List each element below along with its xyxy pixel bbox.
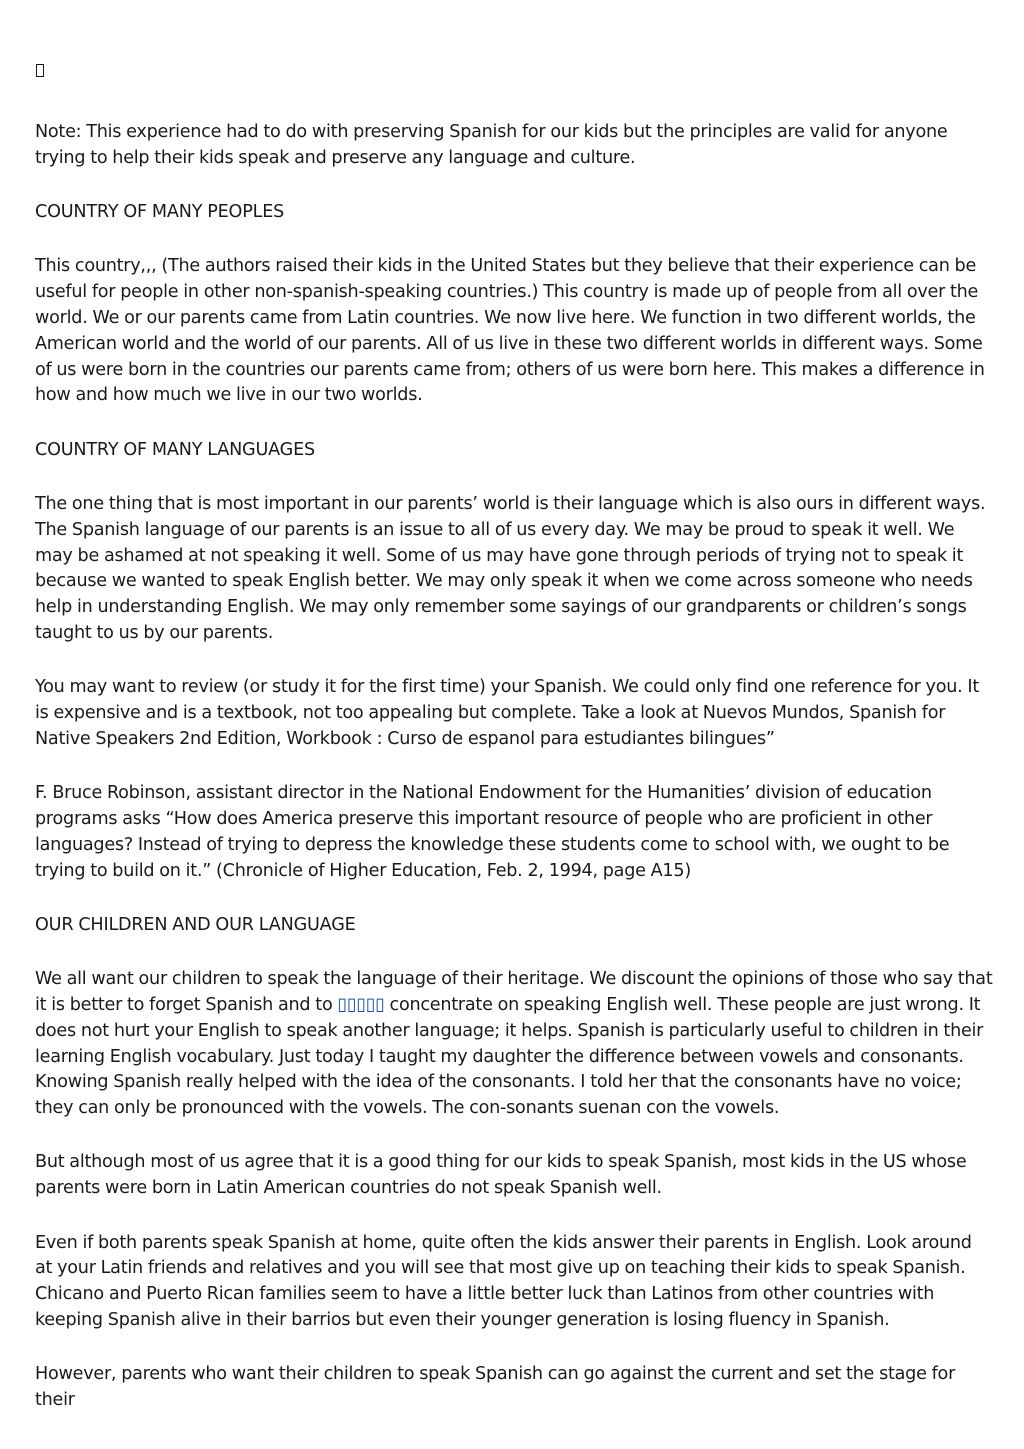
note-paragraph: Note: This experience had to do with preserving Spanish for our kids but the principles are valid for anyone trying to help their kids speak and preserve any language and culture.	[35, 122, 948, 168]
body-paragraph-agreement: But although most of us agree that it is a good thing for our kids to speak Spanish, most kids in the US whose parents were born in Latin American countries do not speak Spanish well.	[35, 1152, 967, 1199]
body-paragraph-review-spanish: You may want to review (or study it for the first time) your Spanish. We could only find one reference for you. It is expensive and is a textbook, not too appealing but complete. Take a look at Nuevos Mundos, Spanish for Native Speakers 2nd Edition, Workbook : Curso de espanol para estudiantes bilingues”	[35, 677, 979, 749]
section-heading-many-languages: COUNTRY OF MANY LANGUAGES	[35, 439, 315, 460]
section-heading-children-language: OUR CHILDREN AND OUR LANGUAGE	[35, 914, 356, 935]
missing-glyph-box-icon	[36, 64, 44, 77]
body-paragraph-robinson-quote: F. Bruce Robinson, assistant director in the National Endowment for the Humanities’ division of education programs asks “How does America preserve this important resource of people who are proficient in other languages? Instead of trying to depress the knowledge these students come to school with, we ought to be trying to build on it.” (Chronicle of Higher Education, Feb. 2, 1994, page A15)	[35, 783, 950, 881]
body-paragraph-peoples: This country,,, (The authors raised their kids in the United States but they believe that their experience can be useful for people in other non-spanish-speaking countries.) This country is made up of people from all over the world. We or our parents came from Latin countries. We now live here. We function in two different worlds, the American world and the world of our parents. All of us live in these two different worlds in different ways. Some of us were born in the countries our parents came from; others of us were born here. This makes a difference in how and how much we live in our two worlds.	[35, 256, 985, 406]
document-page	[35, 64, 993, 1442]
body-paragraph-languages: The one thing that is most important in our parents’ world is their language which is also ours in different ways. The Spanish language of our parents is an issue to all of us every day. We may be proud to speak it well. We may be ashamed at not speaking it well. Some of us may have gone through periods of trying not to speak it because we wanted to speak English better. We may only speak it when we come across someone who needs help in understanding English. We may only remember some sayings of our grandparents or children’s songs taught to us by our parents.	[35, 493, 986, 643]
section-heading-many-peoples: COUNTRY OF MANY PEOPLES	[35, 202, 285, 223]
heritage-text-after-link: concentrate on speaking English well. These people are just wrong. It does not hurt your English to speak another language; it helps. Spanish is particularly useful to children in their learning English vocabulary. Just today I taught my daughter the difference between vowels and consonants. Knowing Spanish really helped with the idea of the consonants. I told her that the consonants have no voice; they can only be pronounced with the vowels. The con-sonants suenan con the vowels.	[35, 994, 984, 1119]
inline-link[interactable]: ▯▯▯▯▯	[337, 994, 385, 1015]
body-paragraph-against-current: However, parents who want their children to speak Spanish can go against the current and set the stage for their	[35, 1364, 956, 1410]
body-paragraph-heritage	[35, 967, 993, 1122]
heritage-text-before-link: We all want our children to speak the language of their heritage. We discount the opinions of those who say that it is better to forget Spanish and to	[35, 969, 993, 1015]
body-paragraph-both-parents: Even if both parents speak Spanish at home, quite often the kids answer their parents in English. Look around at your Latin friends and relatives and you will see that most give up on teaching their kids to speak Spanish. Chicano and Puerto Rican families seem to have a little better luck than Latinos from other countries with keeping Spanish alive in their barrios but even their younger generation is losing fluency in Spanish.	[35, 1232, 972, 1330]
